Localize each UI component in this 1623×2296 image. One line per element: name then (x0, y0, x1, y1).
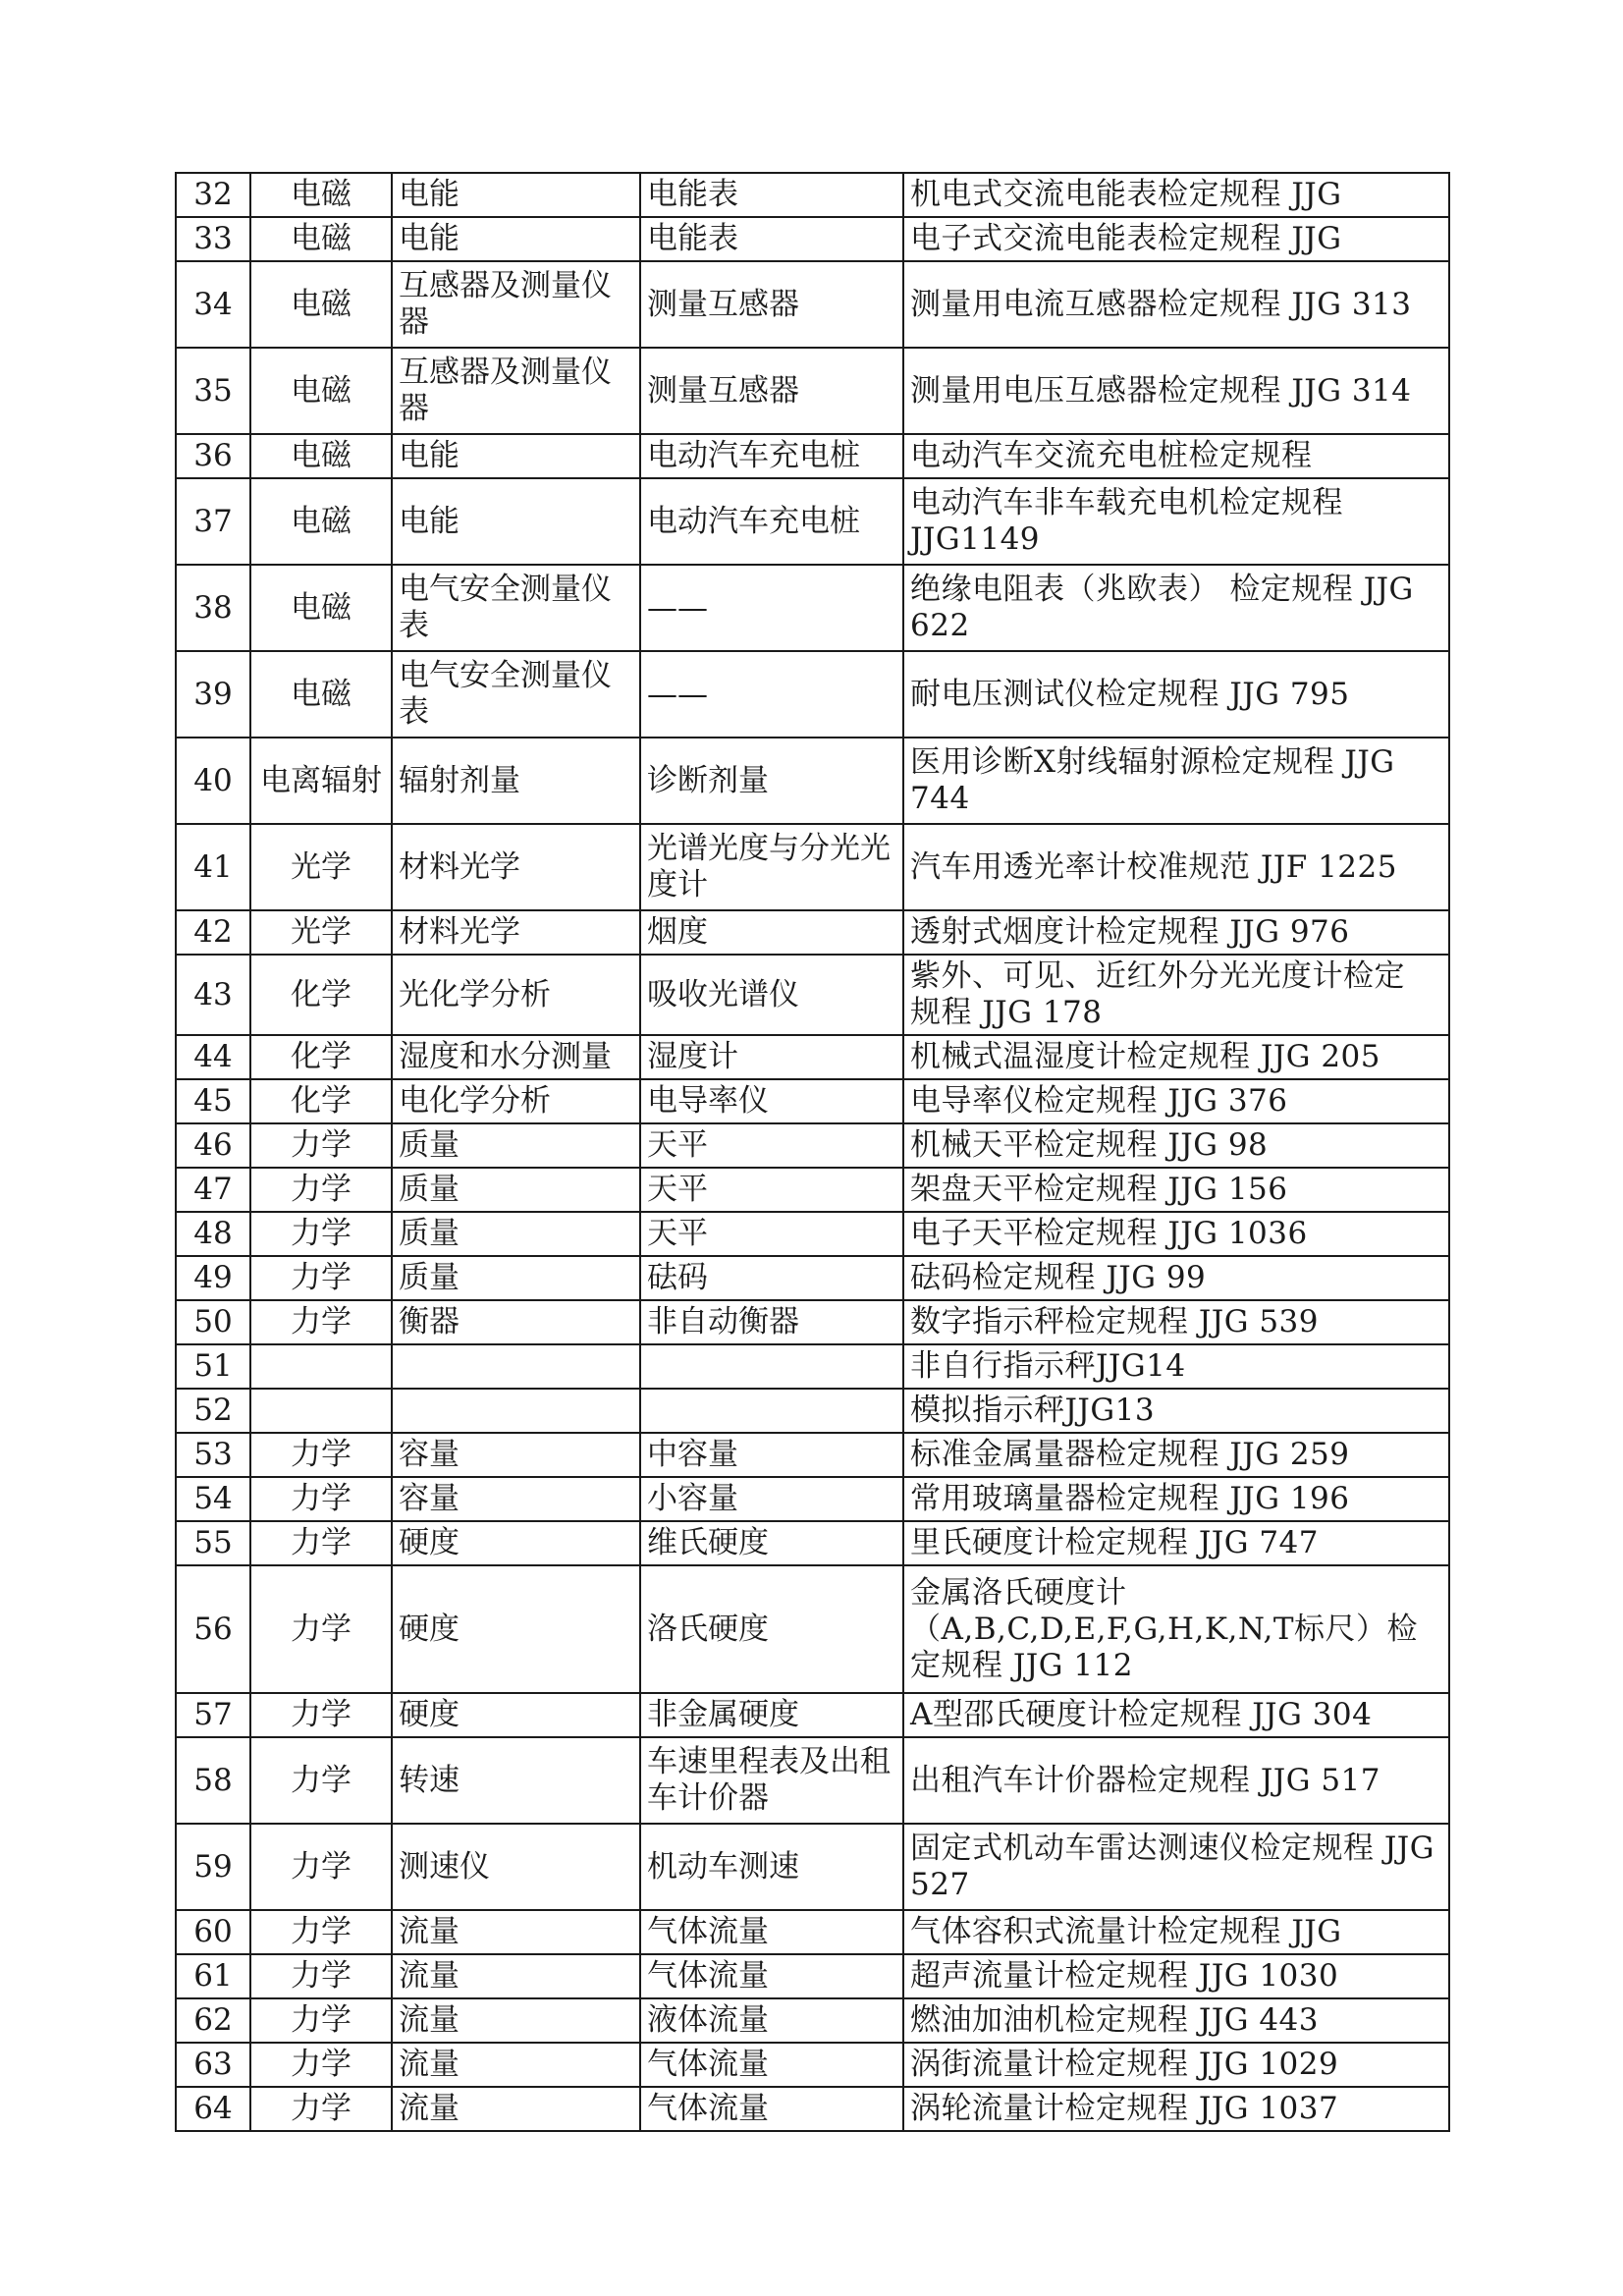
field-cell: 电磁 (250, 173, 392, 217)
table-row (176, 1521, 1449, 1565)
field-cell: 力学 (250, 1998, 392, 2043)
row-number: 41 (176, 824, 250, 910)
item-cell: 洛氏硬度 (640, 1565, 903, 1693)
item-cell: 天平 (640, 1168, 903, 1212)
table-row (176, 1079, 1449, 1123)
regulation-cell: 涡轮流量计检定规程 JJG 1037 (903, 2087, 1449, 2131)
item-cell: 电动汽车充电桩 (640, 434, 903, 478)
field-cell: 力学 (250, 1477, 392, 1521)
field-cell: 电离辐射 (250, 738, 392, 824)
category-cell (392, 1344, 640, 1389)
row-number: 64 (176, 2087, 250, 2131)
regulation-table (175, 172, 1450, 2132)
row-number: 39 (176, 651, 250, 738)
table-row (176, 1256, 1449, 1300)
category-cell: 容量 (392, 1433, 640, 1477)
regulation-cell: 固定式机动车雷达测速仪检定规程 JJG 527 (903, 1824, 1449, 1910)
regulation-cell: 耐电压测试仪检定规程 JJG 795 (903, 651, 1449, 738)
table-row (176, 1477, 1449, 1521)
field-cell: 力学 (250, 1433, 392, 1477)
field-cell: 电磁 (250, 348, 392, 434)
row-number: 42 (176, 910, 250, 955)
row-number: 45 (176, 1079, 250, 1123)
field-cell: 力学 (250, 1954, 392, 1998)
row-number: 53 (176, 1433, 250, 1477)
regulation-cell: A型邵氏硬度计检定规程 JJG 304 (903, 1693, 1449, 1737)
category-cell: 流量 (392, 1998, 640, 2043)
regulation-cell: 电动汽车交流充电桩检定规程 (903, 434, 1449, 478)
item-cell (640, 1344, 903, 1389)
item-cell: 电导率仪 (640, 1079, 903, 1123)
item-cell: 天平 (640, 1212, 903, 1256)
category-cell: 测速仪 (392, 1824, 640, 1910)
regulation-cell: 机械天平检定规程 JJG 98 (903, 1123, 1449, 1168)
category-cell: 互感器及测量仪器 (392, 348, 640, 434)
row-number: 52 (176, 1389, 250, 1433)
field-cell: 电磁 (250, 478, 392, 565)
field-cell: 电磁 (250, 261, 392, 348)
row-number: 36 (176, 434, 250, 478)
field-cell: 力学 (250, 1300, 392, 1344)
table-row (176, 1300, 1449, 1344)
category-cell: 质量 (392, 1256, 640, 1300)
row-number: 35 (176, 348, 250, 434)
field-cell: 力学 (250, 2087, 392, 2131)
row-number: 63 (176, 2043, 250, 2087)
row-number: 37 (176, 478, 250, 565)
item-cell: 气体流量 (640, 1910, 903, 1954)
row-number: 38 (176, 565, 250, 651)
regulation-cell: 电子天平检定规程 JJG 1036 (903, 1212, 1449, 1256)
row-number: 61 (176, 1954, 250, 1998)
row-number: 50 (176, 1300, 250, 1344)
field-cell: 力学 (250, 1212, 392, 1256)
row-number: 54 (176, 1477, 250, 1521)
item-cell: 测量互感器 (640, 261, 903, 348)
table-row (176, 955, 1449, 1035)
item-cell: 小容量 (640, 1477, 903, 1521)
regulation-cell: 架盘天平检定规程 JJG 156 (903, 1168, 1449, 1212)
item-cell: 维氏硬度 (640, 1521, 903, 1565)
table-row (176, 1737, 1449, 1824)
row-number: 59 (176, 1824, 250, 1910)
category-cell: 电能 (392, 173, 640, 217)
item-cell: 天平 (640, 1123, 903, 1168)
table-row (176, 173, 1449, 217)
field-cell: 光学 (250, 910, 392, 955)
field-cell (250, 1344, 392, 1389)
table-body (176, 173, 1449, 2131)
row-number: 58 (176, 1737, 250, 1824)
row-number: 51 (176, 1344, 250, 1389)
table-row (176, 434, 1449, 478)
row-number: 49 (176, 1256, 250, 1300)
item-cell: 湿度计 (640, 1035, 903, 1079)
category-cell: 电气安全测量仪表 (392, 565, 640, 651)
regulation-cell: 机械式温湿度计检定规程 JJG 205 (903, 1035, 1449, 1079)
category-cell: 质量 (392, 1168, 640, 1212)
item-cell: 砝码 (640, 1256, 903, 1300)
item-cell: —— (640, 651, 903, 738)
category-cell: 流量 (392, 2043, 640, 2087)
category-cell: 衡器 (392, 1300, 640, 1344)
regulation-cell: 测量用电流互感器检定规程 JJG 313 (903, 261, 1449, 348)
regulation-cell: 燃油加油机检定规程 JJG 443 (903, 1998, 1449, 2043)
item-cell: 气体流量 (640, 2087, 903, 2131)
field-cell: 力学 (250, 2043, 392, 2087)
field-cell: 力学 (250, 1256, 392, 1300)
field-cell: 力学 (250, 1737, 392, 1824)
category-cell: 互感器及测量仪器 (392, 261, 640, 348)
regulation-cell: 电子式交流电能表检定规程 JJG (903, 217, 1449, 261)
category-cell: 流量 (392, 2087, 640, 2131)
field-cell: 光学 (250, 824, 392, 910)
field-cell: 力学 (250, 1824, 392, 1910)
table-row (176, 738, 1449, 824)
field-cell: 化学 (250, 1079, 392, 1123)
regulation-cell: 里氏硬度计检定规程 JJG 747 (903, 1521, 1449, 1565)
category-cell: 转速 (392, 1737, 640, 1824)
category-cell: 硬度 (392, 1693, 640, 1737)
item-cell: 诊断剂量 (640, 738, 903, 824)
item-cell: 测量互感器 (640, 348, 903, 434)
table-row (176, 1824, 1449, 1910)
category-cell: 容量 (392, 1477, 640, 1521)
regulation-cell: 汽车用透光率计校准规范 JJF 1225 (903, 824, 1449, 910)
item-cell: 液体流量 (640, 1998, 903, 2043)
field-cell: 化学 (250, 955, 392, 1035)
item-cell: 烟度 (640, 910, 903, 955)
table-row (176, 1123, 1449, 1168)
row-number: 43 (176, 955, 250, 1035)
table-row (176, 565, 1449, 651)
table-row (176, 1389, 1449, 1433)
row-number: 60 (176, 1910, 250, 1954)
category-cell: 湿度和水分测量 (392, 1035, 640, 1079)
category-cell: 硬度 (392, 1521, 640, 1565)
table-row (176, 478, 1449, 565)
item-cell: 气体流量 (640, 1954, 903, 1998)
table-row (176, 261, 1449, 348)
regulation-cell: 金属洛氏硬度计（A,B,C,D,E,F,G,H,K,N,T标尺）检定规程 JJG 112 (903, 1565, 1449, 1693)
table-row (176, 348, 1449, 434)
table-row (176, 217, 1449, 261)
table-row (176, 2087, 1449, 2131)
field-cell: 力学 (250, 1565, 392, 1693)
regulation-cell: 标准金属量器检定规程 JJG 259 (903, 1433, 1449, 1477)
regulation-cell: 超声流量计检定规程 JJG 1030 (903, 1954, 1449, 1998)
item-cell: 光谱光度与分光光度计 (640, 824, 903, 910)
field-cell (250, 1389, 392, 1433)
item-cell: 电动汽车充电桩 (640, 478, 903, 565)
category-cell (392, 1389, 640, 1433)
table-row (176, 1035, 1449, 1079)
row-number: 48 (176, 1212, 250, 1256)
regulation-cell: 非自行指示秤JJG14 (903, 1344, 1449, 1389)
field-cell: 电磁 (250, 217, 392, 261)
table-row (176, 910, 1449, 955)
regulation-cell: 气体容积式流量计检定规程 JJG (903, 1910, 1449, 1954)
category-cell: 硬度 (392, 1565, 640, 1693)
item-cell: 电能表 (640, 217, 903, 261)
field-cell: 力学 (250, 1693, 392, 1737)
row-number: 57 (176, 1693, 250, 1737)
regulation-cell: 电导率仪检定规程 JJG 376 (903, 1079, 1449, 1123)
category-cell: 质量 (392, 1123, 640, 1168)
item-cell (640, 1389, 903, 1433)
row-number: 32 (176, 173, 250, 217)
table-row (176, 1565, 1449, 1693)
table-row (176, 1212, 1449, 1256)
regulation-cell: 绝缘电阻表（兆欧表） 检定规程 JJG 622 (903, 565, 1449, 651)
category-cell: 电化学分析 (392, 1079, 640, 1123)
table-row (176, 1433, 1449, 1477)
category-cell: 光化学分析 (392, 955, 640, 1035)
table-row (176, 1344, 1449, 1389)
row-number: 47 (176, 1168, 250, 1212)
row-number: 33 (176, 217, 250, 261)
item-cell: 电能表 (640, 173, 903, 217)
table-row (176, 1910, 1449, 1954)
regulation-cell: 紫外、可见、近红外分光光度计检定 规程 JJG 178 (903, 955, 1449, 1035)
row-number: 40 (176, 738, 250, 824)
category-cell: 电气安全测量仪表 (392, 651, 640, 738)
item-cell: 中容量 (640, 1433, 903, 1477)
item-cell: 非金属硬度 (640, 1693, 903, 1737)
category-cell: 流量 (392, 1910, 640, 1954)
regulation-cell: 医用诊断X射线辐射源检定规程 JJG 744 (903, 738, 1449, 824)
field-cell: 力学 (250, 1168, 392, 1212)
row-number: 46 (176, 1123, 250, 1168)
regulation-cell: 机电式交流电能表检定规程 JJG (903, 173, 1449, 217)
item-cell: 机动车测速 (640, 1824, 903, 1910)
item-cell: 非自动衡器 (640, 1300, 903, 1344)
row-number: 62 (176, 1998, 250, 2043)
item-cell: 吸收光谱仪 (640, 955, 903, 1035)
regulation-cell: 出租汽车计价器检定规程 JJG 517 (903, 1737, 1449, 1824)
field-cell: 电磁 (250, 434, 392, 478)
item-cell: 车速里程表及出租车计价器 (640, 1737, 903, 1824)
regulation-cell: 测量用电压互感器检定规程 JJG 314 (903, 348, 1449, 434)
field-cell: 电磁 (250, 651, 392, 738)
category-cell: 辐射剂量 (392, 738, 640, 824)
table-row (176, 824, 1449, 910)
category-cell: 材料光学 (392, 910, 640, 955)
regulation-cell: 透射式烟度计检定规程 JJG 976 (903, 910, 1449, 955)
regulation-cell: 涡街流量计检定规程 JJG 1029 (903, 2043, 1449, 2087)
category-cell: 质量 (392, 1212, 640, 1256)
field-cell: 电磁 (250, 565, 392, 651)
table-row (176, 2043, 1449, 2087)
regulation-cell: 模拟指示秤JJG13 (903, 1389, 1449, 1433)
regulation-cell: 砝码检定规程 JJG 99 (903, 1256, 1449, 1300)
item-cell: 气体流量 (640, 2043, 903, 2087)
row-number: 55 (176, 1521, 250, 1565)
row-number: 44 (176, 1035, 250, 1079)
category-cell: 电能 (392, 434, 640, 478)
category-cell: 流量 (392, 1954, 640, 1998)
table-row (176, 1168, 1449, 1212)
item-cell: —— (640, 565, 903, 651)
category-cell: 电能 (392, 478, 640, 565)
field-cell: 力学 (250, 1910, 392, 1954)
category-cell: 电能 (392, 217, 640, 261)
field-cell: 力学 (250, 1521, 392, 1565)
table-row (176, 651, 1449, 738)
regulation-cell: 常用玻璃量器检定规程 JJG 196 (903, 1477, 1449, 1521)
regulation-cell: 电动汽车非车载充电机检定规程 JJG1149 (903, 478, 1449, 565)
row-number: 56 (176, 1565, 250, 1693)
table-row (176, 1954, 1449, 1998)
row-number: 34 (176, 261, 250, 348)
table-row (176, 1998, 1449, 2043)
regulation-cell: 数字指示秤检定规程 JJG 539 (903, 1300, 1449, 1344)
field-cell: 力学 (250, 1123, 392, 1168)
field-cell: 化学 (250, 1035, 392, 1079)
category-cell: 材料光学 (392, 824, 640, 910)
table-row (176, 1693, 1449, 1737)
